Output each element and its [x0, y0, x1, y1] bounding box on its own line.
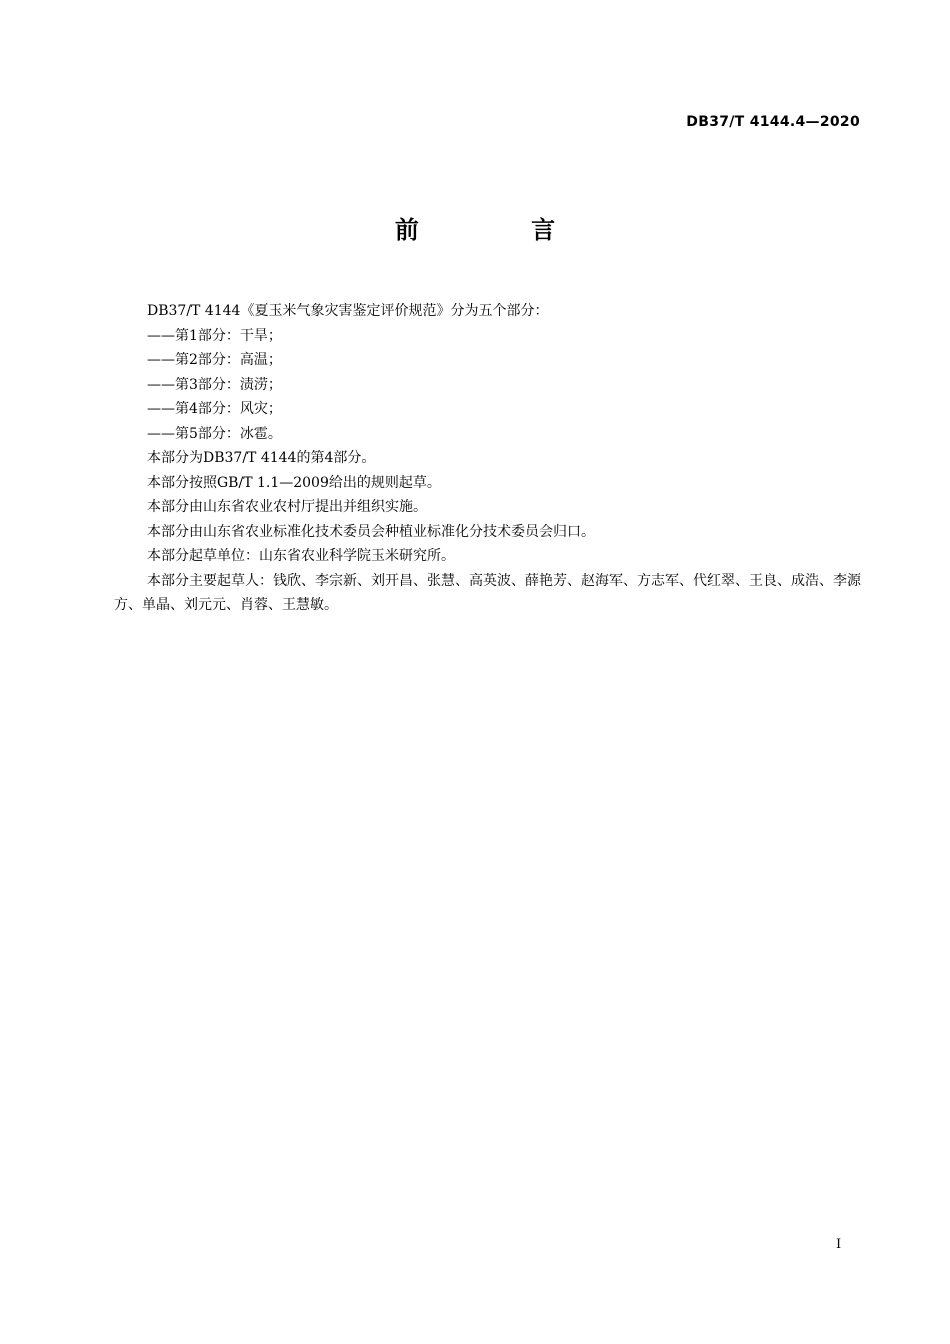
list-item-part-2: ——第2部分：高温； — [147, 352, 282, 368]
list-item-part-1: ——第1部分：干旱； — [147, 327, 282, 344]
paragraph-drafting-rules: 本部分按照GB/T 1.1—2009给出的规则起草。 — [147, 474, 441, 491]
preface-body — [114, 299, 861, 618]
paragraph-drafters: 本部分主要起草人：钱欣、李宗新、刘开昌、张慧、高英波、薛艳芳、赵海军、方志军、代红翠、王良、成浩、李源方、单晶、刘元元、肖蓉、王慧敏。 — [114, 572, 861, 613]
paragraph-drafting-unit: 本部分起草单位：山东省农业科学院玉米研究所。 — [147, 548, 455, 564]
paragraph-scope: 本部分为DB37/T 4144的第4部分。 — [147, 450, 376, 466]
list-item-part-5: ——第5部分：冰雹。 — [147, 425, 282, 442]
paragraph-proposer: 本部分由山东省农业农村厅提出并组织实施。 — [147, 499, 427, 515]
paragraph-intro: DB37/T 4144《夏玉米气象灾害鉴定评价规范》分为五个部分： — [147, 303, 549, 319]
standard-code: DB37/T 4144.4—2020 — [686, 114, 860, 130]
page-title: 前 言 — [394, 216, 608, 244]
list-item-part-4: ——第4部分：风灾； — [147, 401, 282, 417]
page-number: I — [836, 1237, 842, 1252]
list-item-part-3: ——第3部分：渍涝； — [147, 376, 282, 393]
paragraph-committee: 本部分由山东省农业标准化技术委员会种植业标准化分技术委员会归口。 — [147, 523, 595, 540]
